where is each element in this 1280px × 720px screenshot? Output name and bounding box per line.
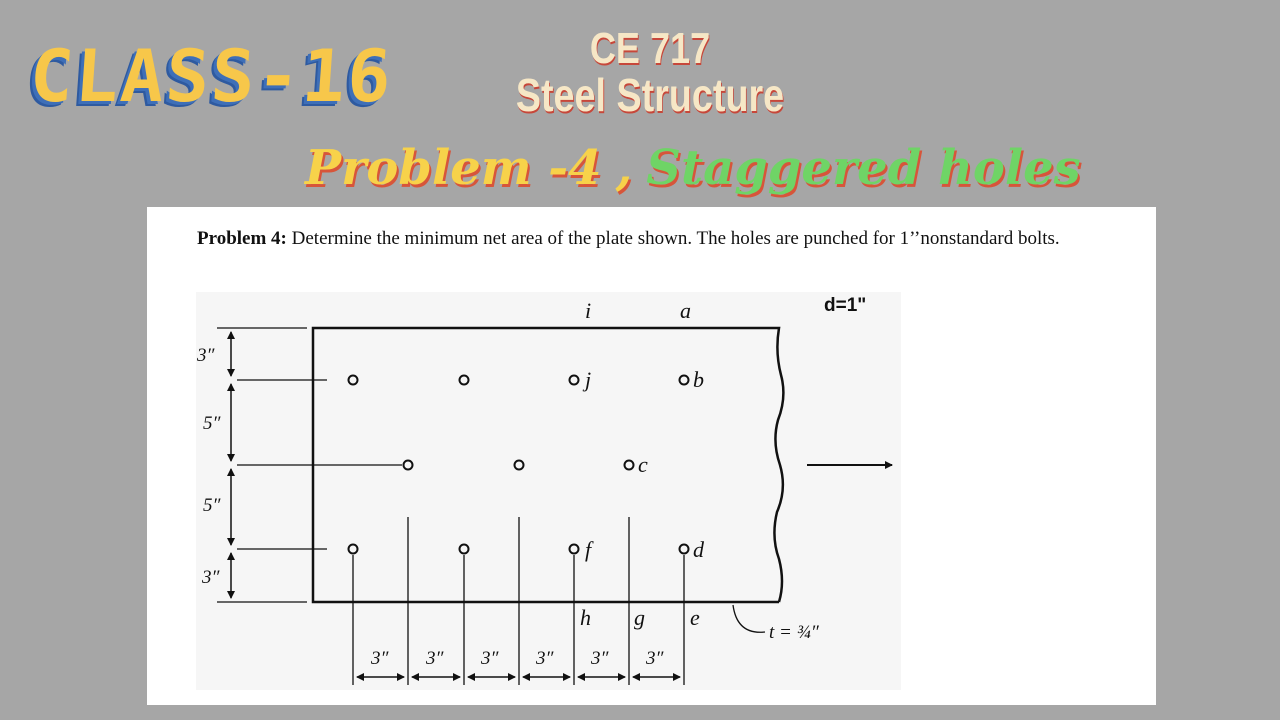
dim-label-v2: 5″ xyxy=(203,413,221,434)
problem-text: Determine the minimum net area of the plate shown. The holes are punched for 1’’nonstandard bolts. xyxy=(291,228,1060,249)
dim-label-v4: 3″ xyxy=(202,567,220,588)
problem-title xyxy=(305,140,1081,196)
label-e: e xyxy=(690,605,700,630)
dim-label-h2: 3″ xyxy=(426,648,444,669)
label-b: b xyxy=(693,367,704,392)
problem-number: Problem -4 xyxy=(305,140,602,196)
course-code: CE 717 xyxy=(589,24,711,73)
dim-label-h1: 3″ xyxy=(371,648,389,669)
bolt-diameter-note: d=1" xyxy=(824,295,867,316)
dim-label-h6: 3″ xyxy=(646,648,664,669)
class-badge: CLASS-16 xyxy=(27,34,396,118)
label-d: d xyxy=(693,537,704,562)
dim-label-h5: 3″ xyxy=(591,648,609,669)
problem-label: Problem 4: xyxy=(197,228,287,249)
plate-figure xyxy=(147,207,1156,705)
dim-label-h4: 3″ xyxy=(536,648,554,669)
course-name: Steel Structure xyxy=(515,69,785,121)
title-separator: , xyxy=(615,140,633,196)
dim-label-v3: 5″ xyxy=(203,495,221,516)
thickness-label: t = ¾″ xyxy=(769,622,819,643)
label-h: h xyxy=(580,605,591,630)
label-f: f xyxy=(585,537,592,562)
label-j: j xyxy=(585,367,592,392)
label-a: a xyxy=(680,298,691,323)
dim-label-h3: 3″ xyxy=(481,648,499,669)
label-g: g xyxy=(634,605,645,630)
label-c: c xyxy=(638,452,648,477)
problem-document xyxy=(147,207,1156,705)
dim-label-v1: 3″ xyxy=(197,345,215,366)
topic-title: Staggered holes xyxy=(646,140,1081,196)
label-i: i xyxy=(585,298,592,323)
